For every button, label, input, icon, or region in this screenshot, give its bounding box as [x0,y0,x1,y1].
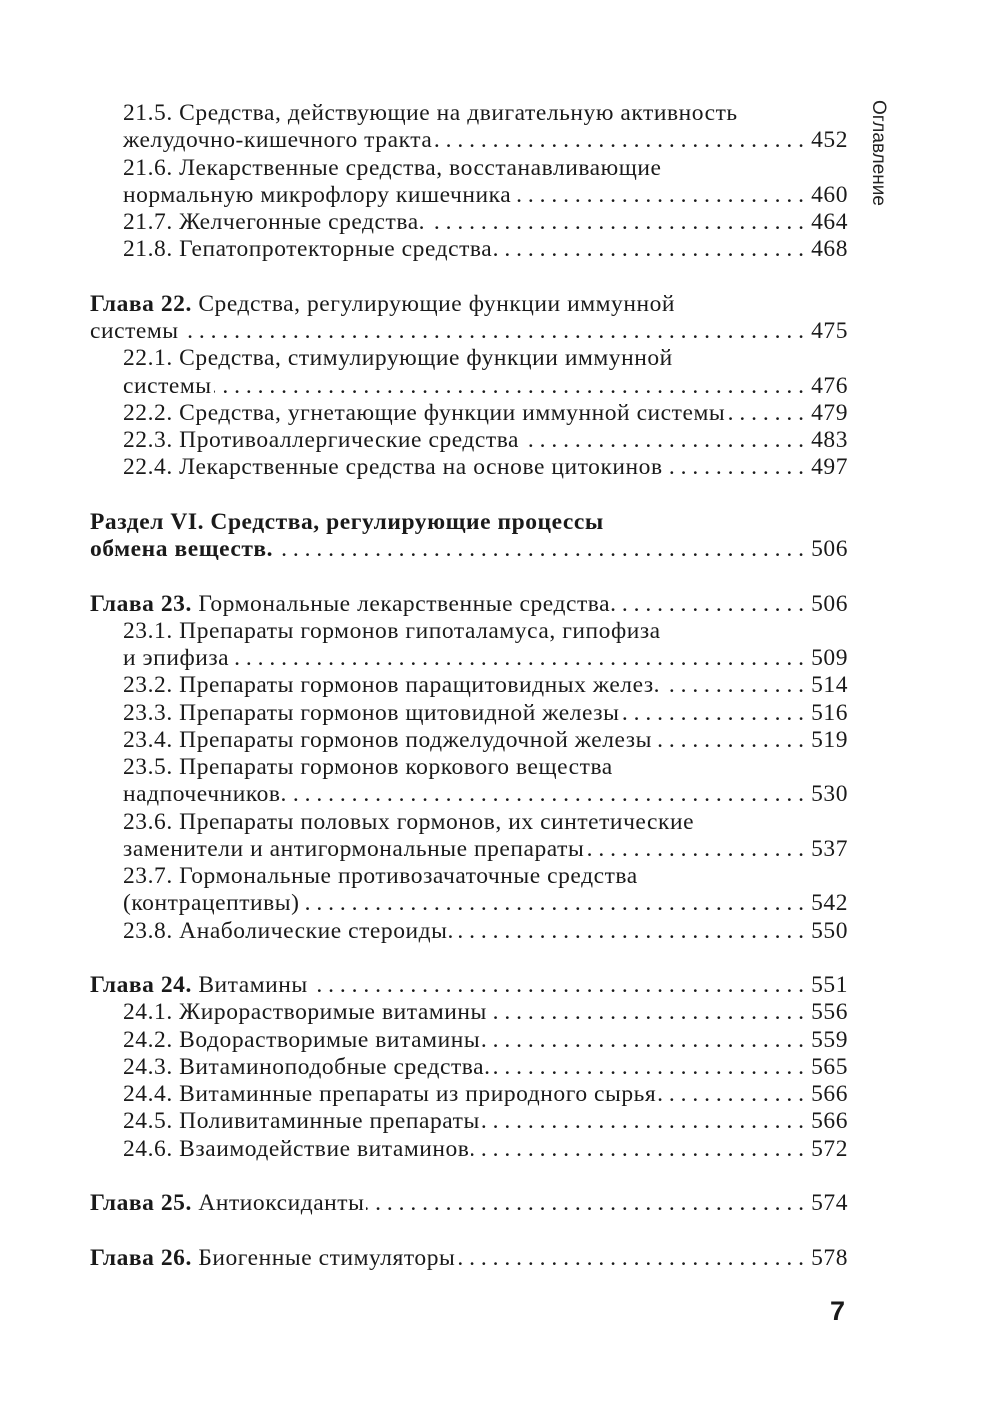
toc-entry-line [90,727,848,754]
toc-entry-title: 23.3. Препараты гормонов щитовидной железы [123,699,620,726]
dot-leader [662,672,804,699]
toc-entry-line [90,318,848,345]
toc-page-number: 550 [811,917,848,944]
toc-page-number: 460 [811,181,848,208]
chapter-label: Глава 22. [90,290,192,317]
toc-entry-title: 24.3. Витаминоподобные средства. [123,1053,491,1080]
toc-entry-title: 21.8. Гепатопротекторные средства [123,236,493,263]
toc-page-number: 551 [811,972,848,998]
toc-page-number: 475 [811,318,848,344]
toc-page-number: 530 [811,781,848,808]
toc-entry-line [90,182,848,209]
toc-entry-line [90,781,848,808]
toc-entry-line [90,645,848,672]
toc-entry-title: Биогенные стимуляторы [191,1244,456,1271]
toc-entry-title: Гормональные лекарственные средства. [191,590,617,617]
toc-entry-title: надпочечников. [123,781,287,808]
toc-page-number: 483 [811,427,848,453]
toc-page-number: 452 [811,127,848,154]
dot-leader [310,972,804,999]
dot-leader [727,400,804,427]
toc-entry[interactable] [90,863,848,918]
toc-entry[interactable] [90,1054,848,1081]
toc-entry-line [90,509,848,536]
dot-leader [493,1054,804,1081]
toc-entry-title: 21.7. Желчегонные средства. [123,209,426,235]
toc-entry[interactable] [90,700,848,727]
toc-page-number: 506 [811,536,848,562]
toc-entry-title: 23.1. Препараты гормонов гипоталамуса, гипофиза [123,617,661,644]
toc-entry-line [90,672,848,699]
toc-entry-line [90,209,848,236]
toc-entry-title: 22.1. Средства, стимулирующие функции иммунной [123,345,673,372]
dot-leader [471,1136,804,1163]
toc-entry[interactable] [90,1081,848,1108]
toc-entry[interactable] [90,427,848,454]
toc-entry-title: 21.6. Лекарственные средства, восстанавливающие [123,154,662,181]
dot-leader [181,318,804,345]
toc-entry-line [90,809,848,836]
toc-entry-title: Витамины [191,972,308,998]
toc-page-number: 565 [811,1053,848,1080]
dot-leader [521,427,804,454]
chapter-label: Глава 23. [90,590,192,617]
toc-entry-line [90,373,848,400]
toc-entry-title: заменители и антигормональные препараты [123,835,585,862]
dot-leader [366,1190,804,1217]
chapter-label: Глава 25. [90,1190,192,1216]
dot-leader [654,727,804,754]
toc-entry-title: 23.6. Препараты половых гормонов, их синтетические [123,808,695,835]
toc-page-number: 514 [811,672,848,699]
toc-entry-line [90,890,848,917]
dot-leader [231,645,804,672]
toc-entry[interactable] [90,400,848,427]
toc-page-number: 476 [811,372,848,399]
toc-entry-line [90,454,848,481]
toc-entry-title: 24.2. Водорастворимые витамины [123,1026,481,1053]
dot-leader [289,781,804,808]
toc-entry-line [90,918,848,945]
toc-page-number: 468 [811,236,848,263]
chapter-label: Глава 26. [90,1244,192,1271]
toc-page-number: 578 [811,1244,848,1271]
toc-entry-line [90,972,848,999]
dot-leader [489,999,804,1026]
toc-entry-title: 24.5. Поливитаминные препараты [123,1108,480,1135]
toc-page-number: 506 [811,590,848,617]
dot-leader [586,836,804,863]
toc-entry[interactable] [90,672,848,699]
toc-page-number: 559 [811,1026,848,1053]
dot-leader [658,1081,804,1108]
toc-entry[interactable] [90,1136,848,1163]
toc-entry-line [90,127,848,154]
running-header-section-label: Оглавление [868,100,889,206]
toc-page-number: 509 [811,645,848,671]
toc-entry-title: 21.5. Средства, действующие на двигательную активность [123,100,738,126]
toc-entry[interactable] [90,727,848,754]
toc-entry[interactable] [90,345,848,400]
toc-page-number: 497 [811,454,848,481]
toc-group [90,291,848,482]
toc-entry-line [90,1136,848,1163]
chapter-label: Глава 24. [90,972,192,998]
toc-page-number: 566 [811,1081,848,1107]
toc-entry-line [90,427,848,454]
toc-entry-title: 24.1. Жирорастворимые витамины [123,999,487,1026]
toc-group [90,1245,848,1272]
dot-leader [482,1027,804,1054]
toc-entry[interactable] [90,918,848,945]
toc-entry-line [90,1081,848,1108]
dot-leader [427,209,804,236]
toc-entry-line [90,754,848,781]
toc-entry-title: системы [123,372,212,399]
toc-entry-line [90,236,848,263]
toc-entry-title: системы [90,318,179,344]
toc-entry-title: 22.4. Лекарственные средства на основе цитокинов [123,454,663,481]
toc-entry-line [90,1190,848,1217]
toc-entry-line [90,863,848,890]
toc-entry[interactable] [90,1190,848,1217]
toc-page-number: 479 [811,399,848,426]
toc-page-number: 556 [811,999,848,1026]
toc-entry-line [90,345,848,372]
toc-entry[interactable] [90,1027,848,1054]
toc-entry[interactable] [90,618,848,673]
toc-entry-title: 23.8. Анаболические стероиды. [123,917,454,944]
toc-entry[interactable] [90,591,848,618]
page-number: 7 [830,1296,846,1326]
toc-entry-line [90,400,848,427]
toc-page-number: 566 [811,1108,848,1135]
toc-entry-title: Антиоксиданты [191,1190,365,1216]
toc-entry-title: 22.2. Средства, угнетающие функции иммунной системы [123,399,726,426]
toc-entry-line [90,1108,848,1135]
toc-page-number: 464 [811,209,848,235]
dot-leader [302,890,804,917]
toc-group [90,972,848,1163]
toc-page-number: 574 [811,1190,848,1216]
toc-entry-title: 23.4. Препараты гормонов поджелудочной железы [123,726,652,753]
toc-group [90,1190,848,1217]
toc-entry-line [90,1027,848,1054]
toc-entry-line [90,836,848,863]
dot-leader [665,454,804,481]
toc-entry[interactable] [90,809,848,864]
toc-entry-title: 23.7. Гормональные противозачаточные средства [123,863,638,889]
dot-leader [482,1108,804,1135]
toc-group [90,509,848,564]
toc-entry-line [90,155,848,182]
toc-group [90,591,848,945]
dot-leader [214,373,804,400]
toc-entry-title: Средства, регулирующие функции иммунной [191,290,676,317]
toc-entry-line [90,100,848,127]
toc-entry-line [90,1054,848,1081]
toc-entry-title: и эпифиза [123,645,230,671]
dot-leader [513,182,804,209]
toc-entry-line [90,700,848,727]
table-of-contents [90,100,848,1299]
dot-leader [275,536,804,563]
toc-entry-line [90,291,848,318]
toc-entry[interactable] [90,155,848,210]
toc-entry-line [90,1245,848,1272]
toc-entry[interactable] [90,972,848,999]
toc-entry[interactable] [90,754,848,809]
toc-entry-title: 24.6. Взаимодействие витаминов [123,1135,470,1162]
toc-entry-line [90,999,848,1026]
toc-entry-title: (контрацептивы) [123,890,300,917]
toc-group [90,100,848,264]
toc-entry-line [90,618,848,645]
toc-entry-title: 23.2. Препараты гормонов паращитовидных желез. [123,672,661,699]
toc-entry-title: обмена веществ. [90,536,274,562]
toc-entry-line [90,591,848,618]
toc-page-number: 572 [811,1135,848,1162]
dot-leader [457,1245,804,1272]
toc-page-number: 542 [811,890,848,917]
toc-page-number: 537 [811,835,848,862]
toc-entry[interactable] [90,1245,848,1272]
toc-entry[interactable] [90,209,848,236]
dot-leader [619,591,804,618]
toc-entry-title: 22.3. Противоаллергические средства [123,427,520,453]
toc-entry-line [90,536,848,563]
toc-entry-title: 23.5. Препараты гормонов коркового вещества [123,754,613,780]
toc-entry[interactable] [90,454,848,481]
dot-leader [434,127,804,154]
toc-entry[interactable] [90,100,848,155]
toc-entry[interactable] [90,291,848,346]
toc-entry-title: Раздел VI. Средства, регулирующие процессы [90,508,604,535]
toc-entry-title: нормальную микрофлору кишечника [123,181,512,208]
toc-entry[interactable] [90,509,848,564]
dot-leader [456,918,804,945]
toc-entry-title: 24.4. Витаминные препараты из природного сырья [123,1081,657,1107]
toc-entry-title: желудочно-кишечного тракта [123,127,433,154]
toc-entry[interactable] [90,999,848,1026]
dot-leader [494,236,804,263]
toc-entry[interactable] [90,236,848,263]
toc-page-number: 519 [811,726,848,753]
toc-page-number: 516 [811,699,848,726]
toc-entry[interactable] [90,1108,848,1135]
dot-leader [621,700,804,727]
